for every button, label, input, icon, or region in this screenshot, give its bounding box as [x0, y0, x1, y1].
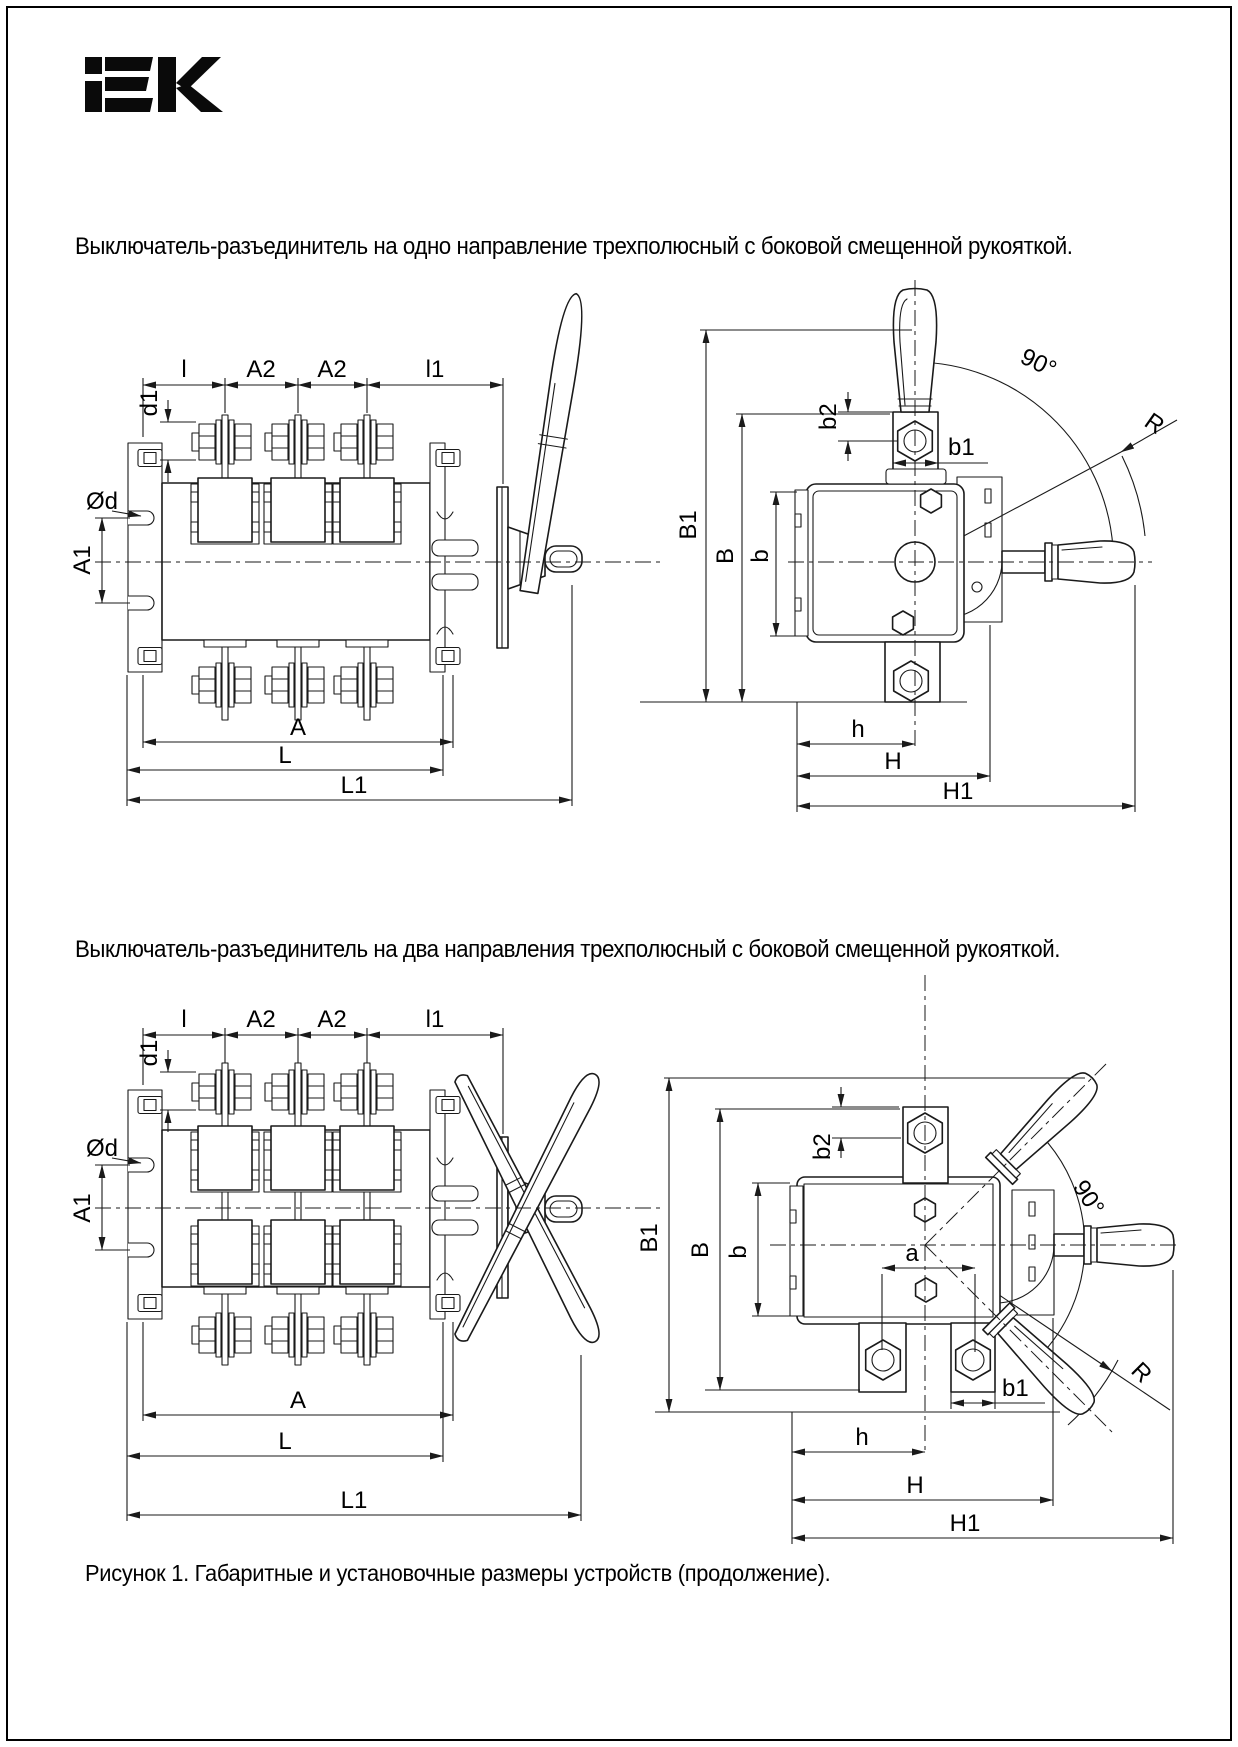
dim-label-b1: b1	[948, 434, 975, 461]
dim-L1	[127, 772, 572, 800]
dim-b	[725, 1183, 790, 1316]
dim-L	[127, 742, 443, 770]
dim-A	[143, 714, 453, 742]
section2-title: Выключатель-разъединитель на два направления трехполюсный с боковой смещенной рукояткой.	[75, 936, 1060, 963]
dim-label-A: A	[289, 1387, 307, 1414]
dim-label-a2-second: A2	[317, 356, 347, 383]
mounting-slot-bottom	[128, 596, 154, 610]
dim-label-a1: A1	[69, 1193, 96, 1223]
dim-b	[747, 492, 797, 636]
dim-label-b: b	[725, 1245, 752, 1259]
side-view-one-direction	[640, 280, 1177, 812]
bottom-terminal-bracket	[885, 642, 940, 702]
dim-label-l: l	[181, 1006, 187, 1033]
dim-L1	[127, 1487, 581, 1515]
dim-label-angle: 90°	[1016, 343, 1061, 384]
dim-label-a2-first: A2	[246, 1006, 276, 1033]
dim-label-b1: b1	[1002, 1375, 1029, 1402]
handle-assembly-front	[497, 292, 590, 648]
dim-label-L1: L1	[340, 1487, 368, 1514]
dim-label-l1: l1	[425, 356, 445, 383]
mounting-slot-bottom	[128, 1243, 154, 1257]
dim-label-radius: R	[1139, 407, 1170, 440]
left-mounting-bracket	[128, 1090, 162, 1319]
dim-a2-second	[298, 356, 367, 385]
dim-label-a2-first: A2	[246, 356, 276, 383]
dim-label-a: a	[905, 1240, 919, 1267]
dim-label-B1: B1	[675, 510, 702, 540]
dim-l1	[367, 356, 503, 385]
dim-label-H: H	[884, 748, 902, 775]
dim-label-radius: R	[1125, 1357, 1157, 1389]
logo-letter-i	[85, 57, 102, 112]
dim-L	[127, 1428, 443, 1456]
dim-a2-first	[225, 356, 298, 385]
body-screw-bottom	[893, 611, 914, 635]
device-body-side	[795, 484, 964, 642]
section1-title: Выключатель-разъединитель на одно направление трехполюсный с боковой смещенной рукояткой.	[75, 233, 1073, 260]
dim-label-L: L	[278, 742, 292, 769]
dim-a2-second	[298, 1006, 367, 1035]
figure-caption: Рисунок 1. Габаритные и установочные размеры устройств (продолжение).	[85, 1560, 831, 1586]
front-view-two-directions	[69, 1006, 660, 1521]
dim-label-H: H	[906, 1472, 924, 1499]
dim-A	[143, 1387, 453, 1415]
side-view-two-directions	[636, 975, 1180, 1544]
logo-letter-k	[158, 57, 223, 112]
dim-l	[143, 356, 225, 385]
drawing1-figure	[60, 270, 1180, 815]
top-terminal-bracket	[886, 412, 946, 484]
dim-label-d1: d1	[136, 389, 163, 417]
right-bracket-and-fork	[430, 443, 478, 672]
dim-label-B1: B1	[636, 1223, 663, 1253]
dim-label-b2: b2	[809, 1133, 836, 1160]
dim-label-a1: A1	[69, 545, 96, 575]
dim-label-l: l	[181, 356, 187, 383]
dim-label-diameter: Ød	[86, 488, 119, 515]
drawing2-figure	[60, 880, 1180, 1570]
dim-l	[143, 1006, 225, 1035]
right-bracket-and-fork	[430, 1090, 478, 1319]
dim-label-H1: H1	[949, 1510, 981, 1537]
mounting-slot-top	[128, 1158, 154, 1172]
dim-label-L1: L1	[340, 772, 368, 799]
dim-a1	[69, 518, 102, 603]
dim-h	[792, 1412, 925, 1544]
dim-label-B: B	[712, 547, 739, 565]
device-body-side	[790, 1177, 1000, 1324]
dim-label-L: L	[278, 1428, 292, 1455]
dim-l1	[367, 1006, 503, 1035]
dim-label-b2: b2	[815, 403, 842, 430]
dim-label-diameter: Ød	[86, 1135, 119, 1162]
logo-letter-e	[105, 57, 153, 112]
dim-b2	[815, 392, 897, 461]
dim-label-A: A	[289, 714, 307, 741]
mounting-slot-top	[128, 511, 154, 525]
dim-label-B: B	[687, 1241, 714, 1259]
left-mounting-bracket	[128, 443, 162, 672]
dim-label-b: b	[747, 549, 774, 563]
right-mounting-plate	[996, 1190, 1054, 1315]
dim-label-h: h	[851, 716, 865, 743]
dim-label-d1: d1	[136, 1039, 163, 1067]
dim-label-h: h	[855, 1424, 869, 1451]
dim-b2	[809, 1087, 901, 1160]
iek-logo	[83, 57, 228, 113]
front-view-one-direction	[69, 292, 660, 806]
dim-a2-first	[225, 1006, 298, 1035]
body-screw-bottom	[916, 1278, 937, 1302]
dim-label-H1: H1	[942, 778, 974, 805]
body-screw-top	[921, 489, 942, 513]
dim-label-a2-second: A2	[317, 1006, 347, 1033]
dim-label-angle: 90°	[1067, 1175, 1110, 1221]
dim-label-l1: l1	[425, 1006, 445, 1033]
